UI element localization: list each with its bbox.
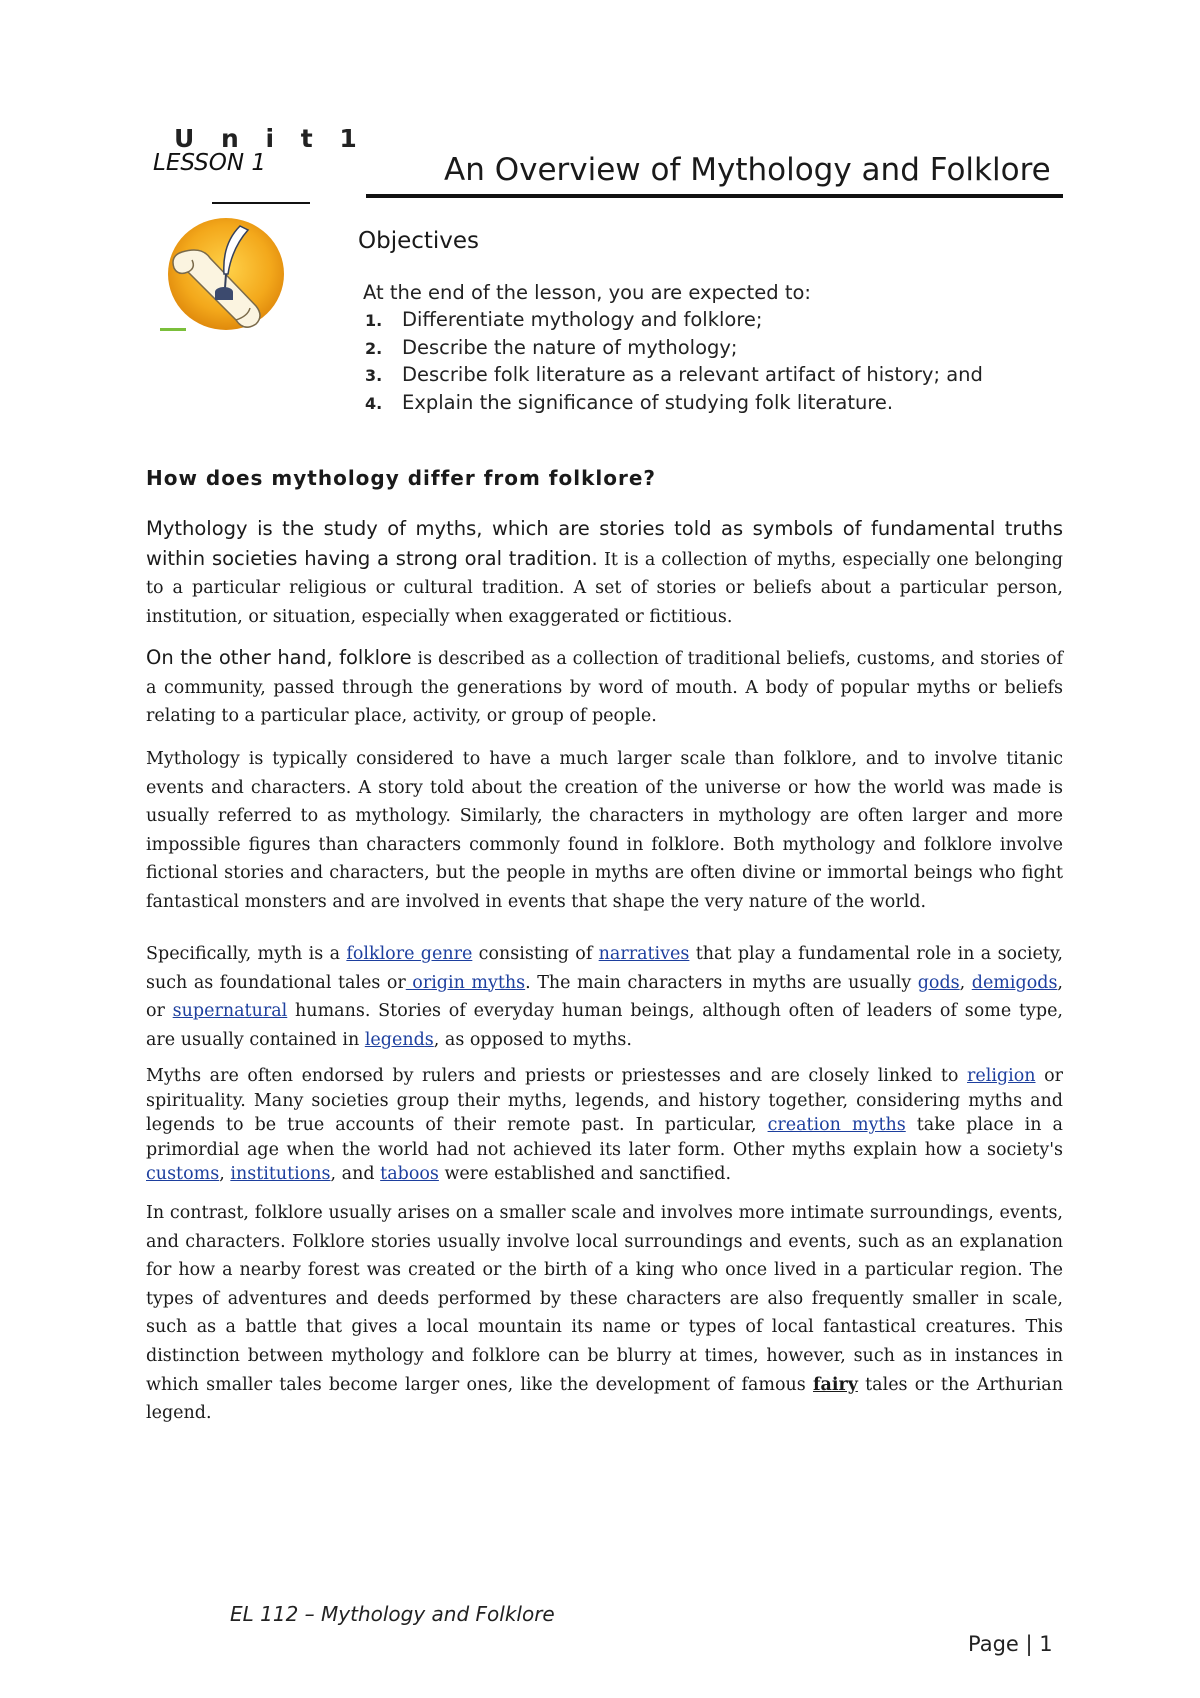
paragraph-mythology-definition: Mythology is the study of myths, which are stories told as symbols of fundamental truths within societies having a strong oral tradition. It is a collection of myths, especially one belonging to a particular religious or cultural tradition. A set of stories or beliefs about a particular person, institution, or situation, especially when exaggerated or fictitious. [146,517,1063,627]
link-legends[interactable]: legends [364,1029,434,1050]
list-item: 2. Describe the nature of mythology; [365,335,738,359]
lesson-label: LESSON 1 [153,150,266,176]
link-origin-myths[interactable]: origin myths [405,972,526,993]
paragraph-myths-endorsed: Myths are often endorsed by rulers and priests or priestesses and are closely linked to religion or spirituality. Many societies group their myths, legends, and history together, considering myths and legends to be true accounts of their remote past. In particular, creation myths take place in a primordial age when the world had not achieved its later form. Other myths explain how a society's customs, institutions, and taboos were established and sanctified. [146,1066,1063,1184]
link-creation-myths[interactable]: creation myths [767,1115,906,1135]
paragraph-folklore-definition: On the other hand, folklore is described as a collection of traditional beliefs, customs, and stories of a community, passed through the generations by word of mouth. A body of popular myths or beliefs relating to a particular place, activity, or group of people. [146,646,1063,727]
link-supernatural[interactable]: supernatural [172,1001,288,1022]
link-religion[interactable]: religion [967,1066,1036,1086]
link-customs[interactable]: customs [146,1164,220,1184]
fairy-emphasis: fairy [813,1374,858,1395]
lesson-divider [212,202,310,204]
page-title: An Overview of Mythology and Folklore [444,152,1051,188]
paragraph-scale-comparison: Mythology is typically considered to have a much larger scale than folklore, and to involve titanic events and characters. A story told about the creation of the universe or how the world was made is usually referred to as mythology. Similarly, the characters in mythology are often larger and more impossible figures than characters commonly found in folklore. Both mythology and folklore involve fictional stories and characters, but the people in myths are often divine or immortal beings who fight fantastical monsters and are involved in events that shape the very nature of the world. [146,749,1063,912]
link-demigods[interactable]: demigods [971,972,1058,993]
link-taboos[interactable]: taboos [380,1164,439,1184]
objectives-heading: Objectives [358,228,480,254]
list-item: 3. Describe folk literature as a relevant artifact of history; and [365,363,983,386]
paragraph-folklore-contrast: In contrast, folklore usually arises on a smaller scale and involves more intimate surroundings, events, and characters. Folklore stories usually involve local surroundings and events, such as an explanation for how a nearby forest was created or the birth of a king who once lived in a particular region. The types of adventures and deeds performed by these characters are also frequently smaller in scale, such as a battle that gives a local mountain its name or types of local fantastical creatures. This distinction between mythology and folklore can be blurry at times, however, such as in instances in which smaller tales become larger ones, like the development of famous fairy tales or the Arthurian legend. [146,1203,1063,1424]
link-institutions[interactable]: institutions [230,1164,331,1184]
paragraph-myth-genre: Specifically, myth is a folklore genre consisting of narratives that play a fundamental role in a society, such as foundational tales or origin myths. The main characters in myths are usually gods, demigods, or supernatural humans. Stories of everyday human beings, although often of leaders of some type, are usually contained in legends, as opposed to myths. [146,944,1063,1050]
list-item: 4. Explain the significance of studying folk literature. [365,390,894,414]
scroll-quill-icon [152,208,292,342]
footer-course-title: EL 112 – Mythology and Folklore [230,1602,555,1626]
page-number: Page | 1 [968,1632,1053,1656]
link-folklore-genre[interactable]: folklore genre [346,944,473,964]
unit-label: U n i t 1 [174,124,366,153]
link-narratives[interactable]: narratives [598,944,690,964]
list-item: 1. Differentiate mythology and folklore; [365,308,763,331]
objectives-list [365,306,983,416]
title-divider [366,194,1063,198]
objectives-intro: At the end of the lesson, you are expected to: [363,281,812,304]
link-gods[interactable]: gods [917,972,960,993]
section-heading: How does mythology differ from folklore? [146,466,657,490]
